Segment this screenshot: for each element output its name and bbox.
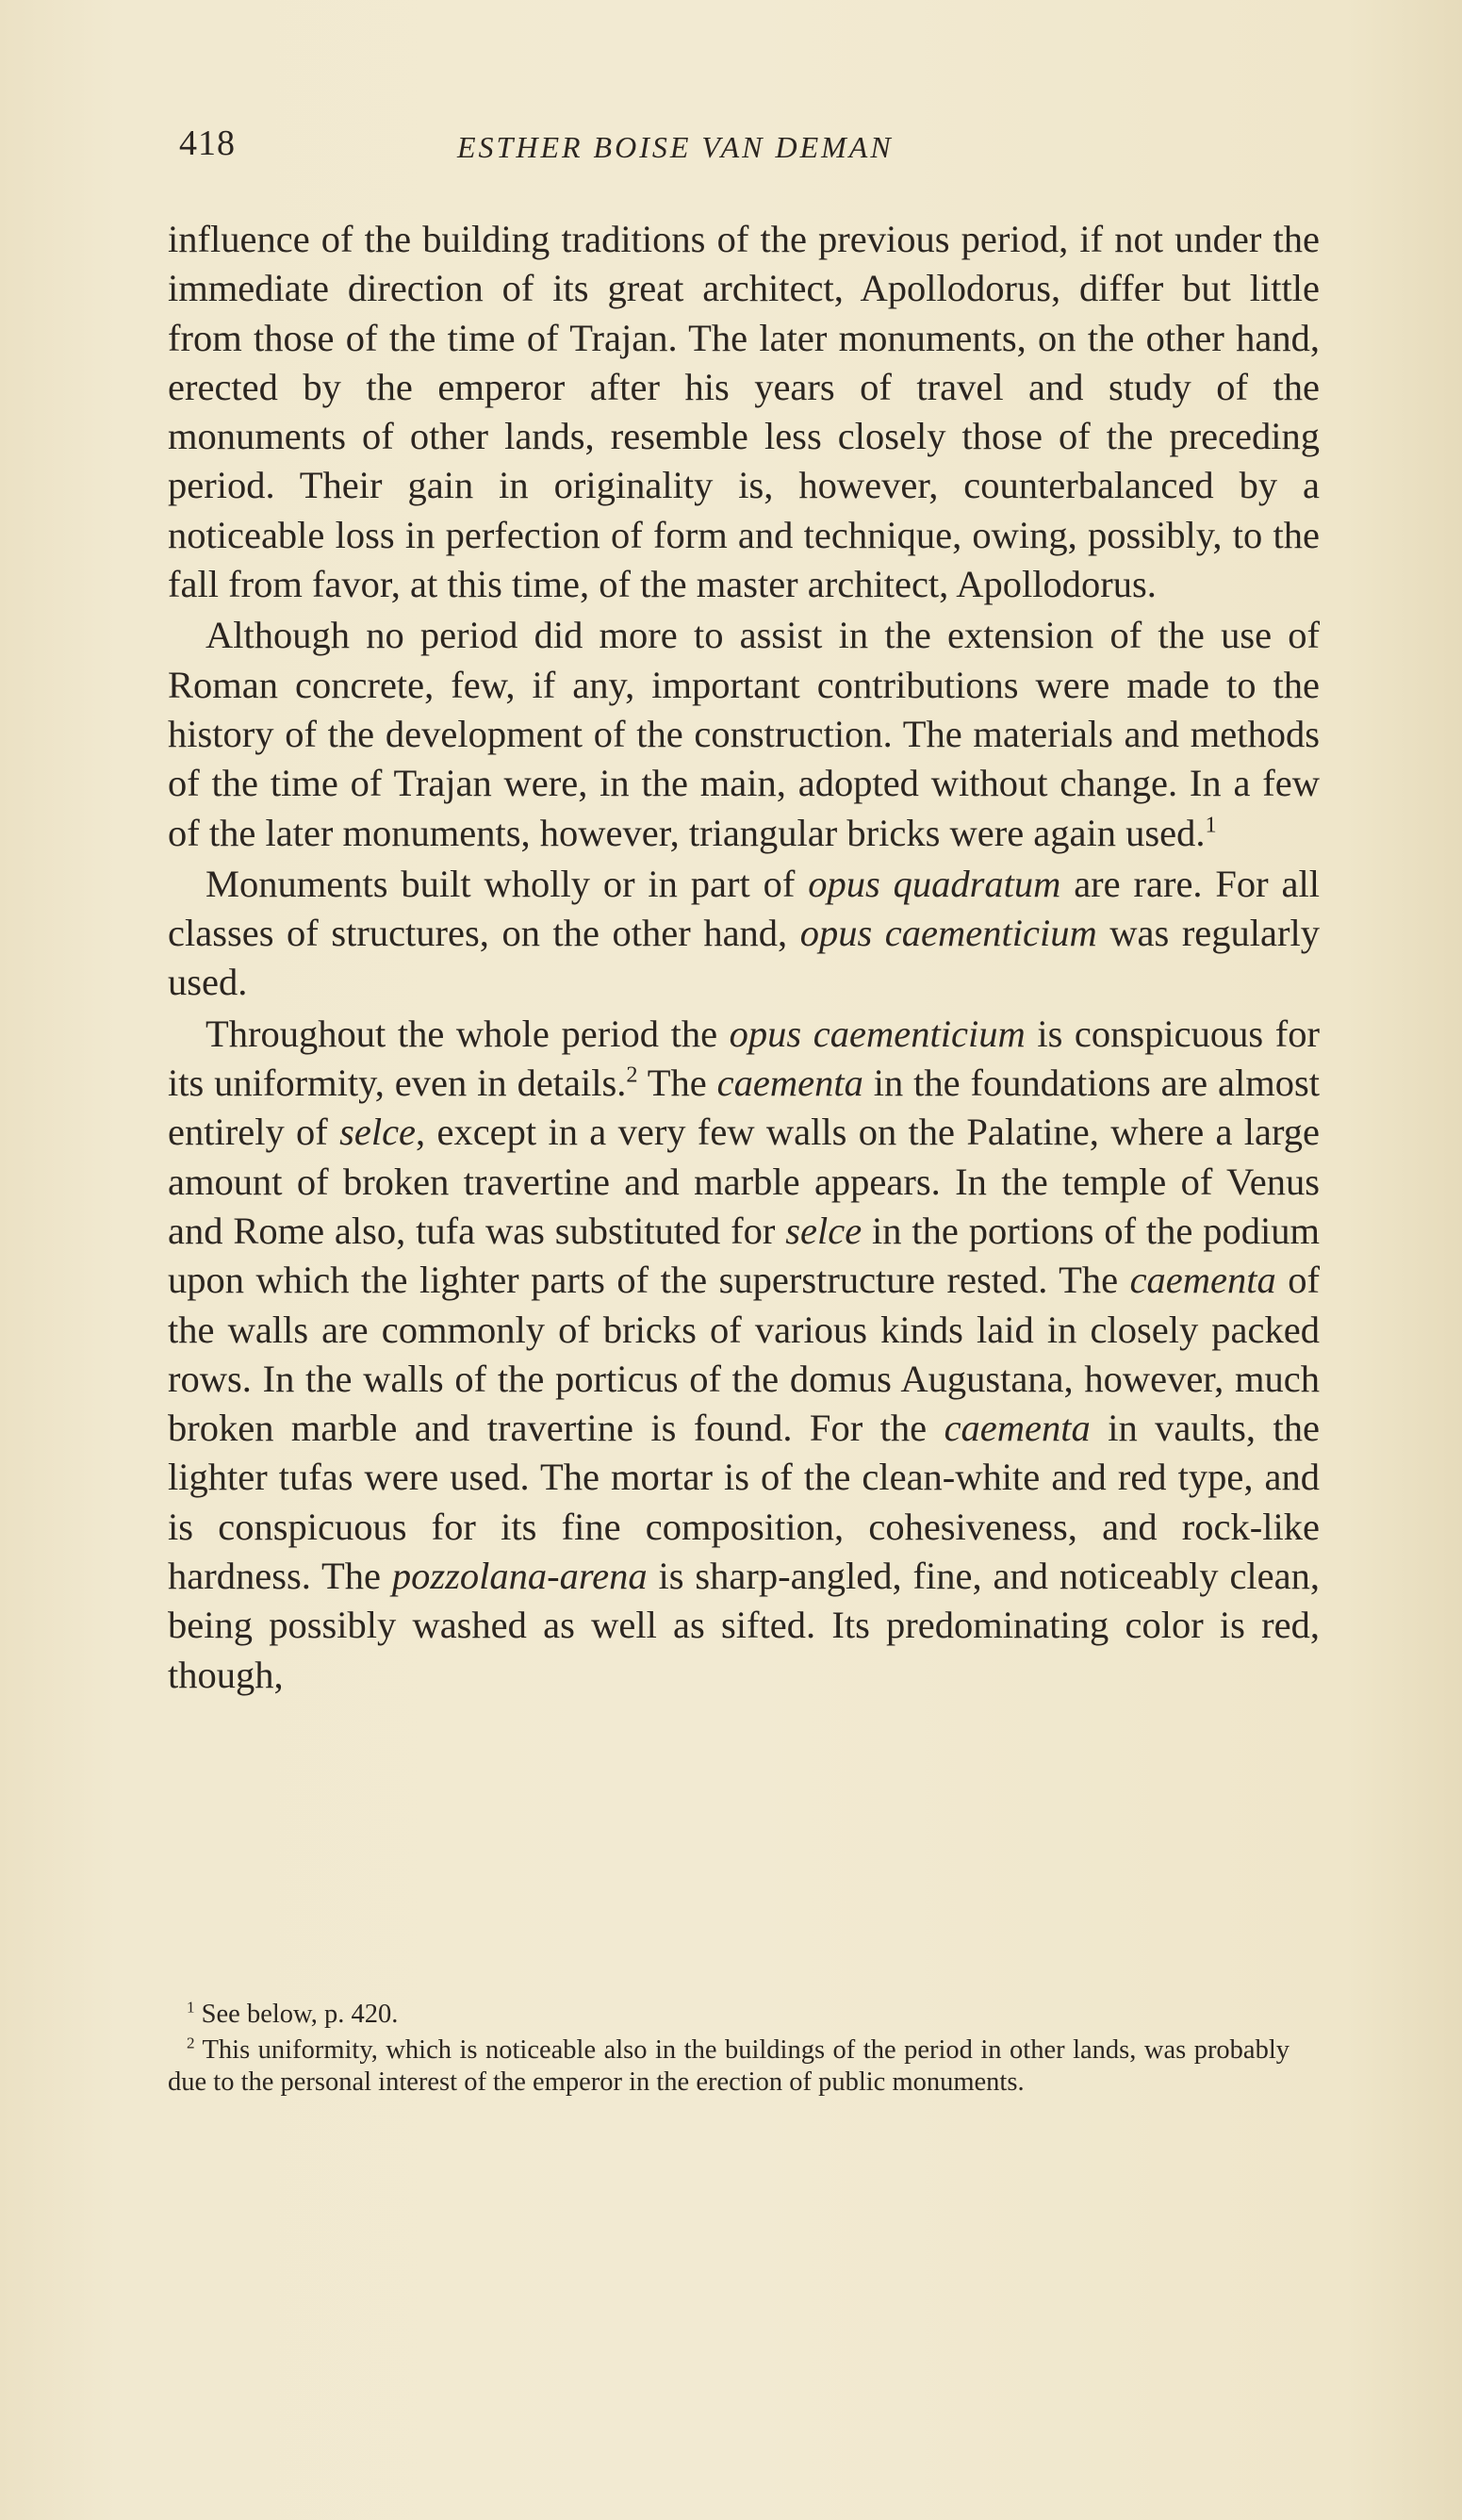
- italic-term: caementa: [1129, 1259, 1276, 1302]
- footnote-marker: 2: [187, 2034, 195, 2052]
- paragraph-text: in the portions of the podium upon which the lighter parts of the superstructure rested. The: [168, 1209, 1321, 1302]
- running-head: ESTHER BOISE VAN DEMAN: [457, 130, 894, 164]
- italic-term: caementa: [716, 1062, 863, 1105]
- paragraph-text: are rare. For all classes of structures, on the other hand,: [168, 862, 1321, 955]
- footnote-2: [168, 2034, 1290, 2099]
- paragraph-text: Although no period did more to assist in the extension of the use of Roman concrete, few, if any, important contributions were made to the history of the development of the construction. The materials and methods of the time of Trajan were, in the main, adopted without change. In a few of the later monuments, however, triangular bricks were again used.: [168, 614, 1320, 854]
- paragraph-4: [168, 1010, 1320, 1700]
- italic-term: caementa: [944, 1407, 1091, 1450]
- paragraph-text: is conspicuous for its uniformity, even in details.: [168, 1012, 1320, 1105]
- paragraph-text: influence of the building traditions of the previous period, if not under the immediate direction of its great architect, Apollodorus, differ but little from those of the time of Trajan. The later monuments, on the other hand, erected by the emperor after his years of travel and study of the monuments of other lands, resemble less closely those of the preceding period. Their gain in originality is, however, counterbalanced by a noticeable loss in perfection of form and technique, owing, possibly, to the fall from favor, at this time, of the master architect, Apollodorus.: [168, 218, 1320, 606]
- italic-term: opus caementicium: [799, 912, 1097, 955]
- footnotes: [168, 1999, 1290, 2099]
- italic-term: opus quadratum: [808, 862, 1061, 905]
- paragraph-1: [168, 215, 1320, 609]
- paragraph-text: Monuments built wholly or in part of: [205, 862, 809, 905]
- paragraph-text: , except in a very few walls on the Palatine, where a large amount of broken travertine and marble appears. In the temple of Venus and Rome also, tufa was substituted for: [168, 1111, 1320, 1252]
- footnote-text: This uniformity, which is noticeable also in the buildings of the period in other lands, was probably due to the personal interest of the emperor in the erection of public monuments.: [168, 2035, 1290, 2097]
- paragraph-text: in vaults, the lighter tufas were used. The mortar is of the clean-white and red type, and is conspicuous for its fine composition, cohesiveness, and rock-like hardness. The: [168, 1407, 1320, 1598]
- italic-term: selce: [785, 1209, 862, 1252]
- footnote-ref-2: 2: [626, 1062, 638, 1088]
- italic-term: pozzolana-arena: [391, 1555, 648, 1598]
- paragraph-text: The: [637, 1062, 717, 1105]
- footnote-ref-1: 1: [1205, 812, 1217, 838]
- footnote-1: [168, 1999, 1290, 2031]
- paragraph-text: of the walls are commonly of bricks of various kinds laid in closely packed rows. In the walls of the porticus of the domus Augustana, however, much broken marble and travertine is found. For the: [168, 1259, 1320, 1450]
- paragraph-3: [168, 860, 1320, 1008]
- paragraph-2: [168, 611, 1320, 857]
- paragraph-text: Throughout the whole period the: [205, 1012, 730, 1055]
- italic-term: selce: [339, 1111, 417, 1154]
- paragraph-text: was regularly used.: [168, 912, 1320, 1004]
- footnote-text: See below, p. 420.: [194, 2000, 399, 2029]
- page-number: 418: [179, 124, 236, 163]
- paragraph-text: in the foundations are almost entirely of: [168, 1062, 1321, 1154]
- paragraph-text: is sharp-angled, fine, and noticeably clean, being possibly washed as well as sifted. Its predominating color is red, though,: [168, 1555, 1320, 1696]
- italic-term: opus caementicium: [729, 1012, 1026, 1055]
- body-text: [168, 215, 1320, 1700]
- page-header: [179, 123, 1310, 179]
- footnote-marker: 1: [187, 1998, 195, 2017]
